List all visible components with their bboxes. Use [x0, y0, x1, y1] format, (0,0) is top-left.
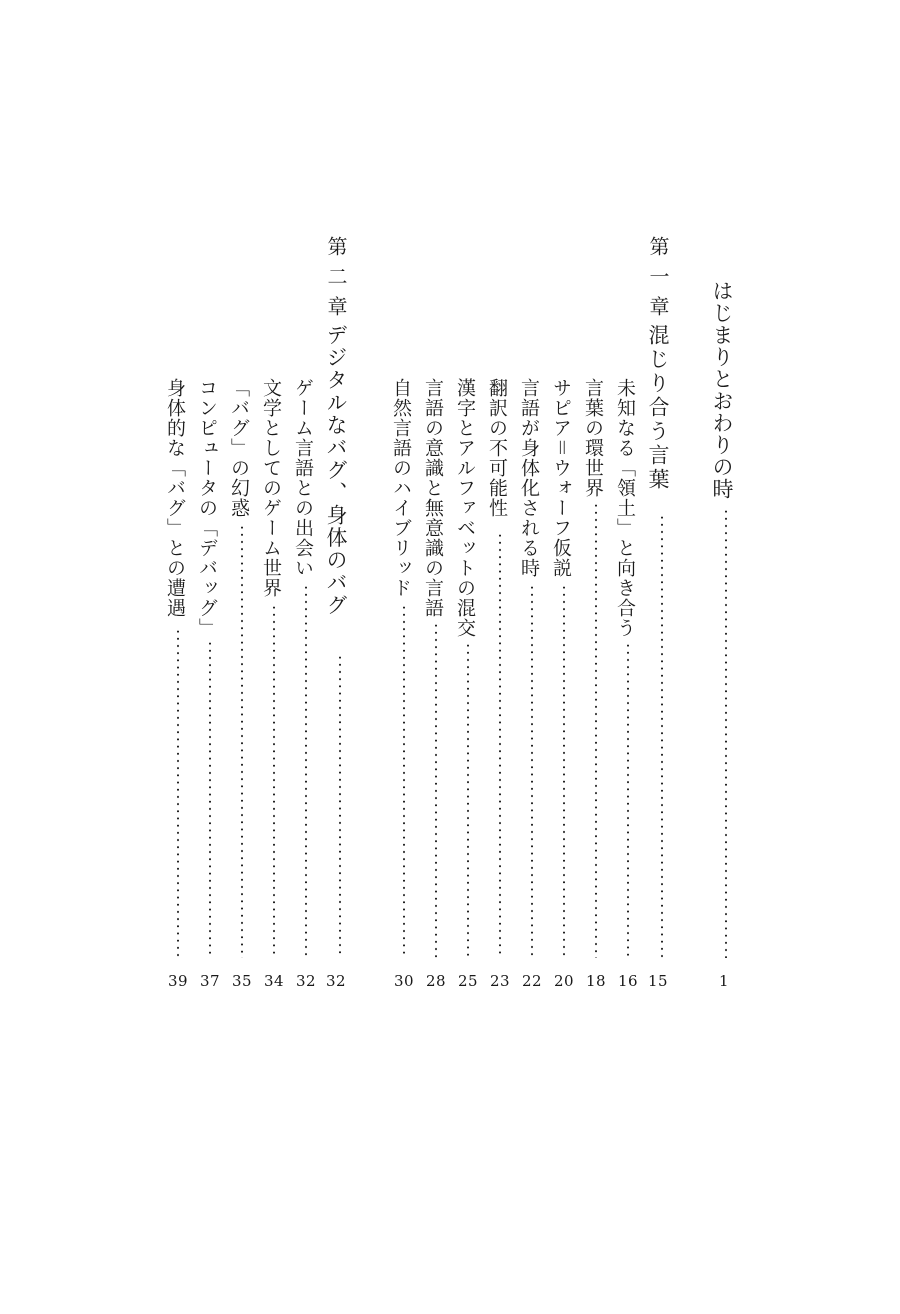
toc-page-number: 1	[718, 972, 730, 990]
toc-page-number: 28	[425, 972, 447, 990]
toc-page-number: 35	[231, 972, 253, 990]
toc-entry-title: 言語の意識と無意識の言語	[422, 378, 444, 618]
chapter-title: 混じり合う言葉	[646, 324, 670, 492]
toc-entry-title: 未知なる「領土」と向き合う	[614, 378, 636, 638]
toc-entry-title: 漢字とアルファベットの混交	[454, 378, 476, 638]
toc-entry-title: 自然言語のハイブリッド	[390, 378, 412, 598]
toc-entry-title: 言葉の環世界	[582, 378, 604, 498]
toc-page-number: 25	[457, 972, 479, 990]
toc-entry-title: ゲーム言語との出会い	[292, 378, 314, 578]
toc-leader-dots	[467, 642, 469, 958]
chapter-label: 第一章	[646, 236, 670, 326]
toc-page-number: 16	[617, 972, 639, 990]
toc-entry-title: 言語が身体化される時	[518, 378, 540, 578]
chapter-title: デジタルなバグ、身体のバグ	[324, 324, 348, 617]
toc-page-number: 39	[167, 972, 189, 990]
toc-leader-dots	[209, 640, 211, 958]
toc-leader-dots	[661, 514, 663, 958]
toc-leader-dots	[499, 532, 501, 958]
toc-entry-title: 翻訳の不可能性	[486, 378, 508, 518]
toc-entry-title: 身体的な「バグ」との遭遇	[164, 378, 186, 618]
toc-entry-title: 文学としてのゲーム世界	[260, 378, 282, 598]
chapter-label: 第二章	[324, 236, 348, 326]
toc-page-number: 22	[521, 972, 543, 990]
toc-leader-dots	[725, 508, 727, 958]
toc-leader-dots	[627, 642, 629, 958]
toc-page-number: 20	[553, 972, 575, 990]
toc-page-number: 32	[295, 972, 317, 990]
toc-leader-dots	[273, 604, 275, 958]
toc-page-number: 15	[647, 972, 669, 990]
toc-leader-dots	[595, 502, 597, 958]
toc-leader-dots	[305, 584, 307, 958]
toc-entry-title: はじまりとおわりの時	[710, 280, 734, 500]
toc-leader-dots	[531, 584, 533, 958]
toc-entry-title: 「バグ」の幻惑	[228, 378, 250, 518]
toc-entry-title: サピア＝ウォーフ仮説	[550, 378, 572, 578]
toc-leader-dots	[241, 524, 243, 958]
toc-entry-title: コンピュータの「デバッグ」	[196, 378, 218, 638]
toc-leader-dots	[403, 604, 405, 958]
toc-page-number: 18	[585, 972, 607, 990]
toc-leader-dots	[563, 584, 565, 958]
toc-page-number: 32	[325, 972, 347, 990]
toc-page-number: 37	[199, 972, 221, 990]
toc-page-number: 23	[489, 972, 511, 990]
toc-page-number: 30	[393, 972, 415, 990]
toc-leader-dots	[177, 628, 179, 958]
toc-leader-dots	[339, 654, 341, 958]
toc-page-number: 34	[263, 972, 285, 990]
toc-leader-dots	[435, 622, 437, 958]
